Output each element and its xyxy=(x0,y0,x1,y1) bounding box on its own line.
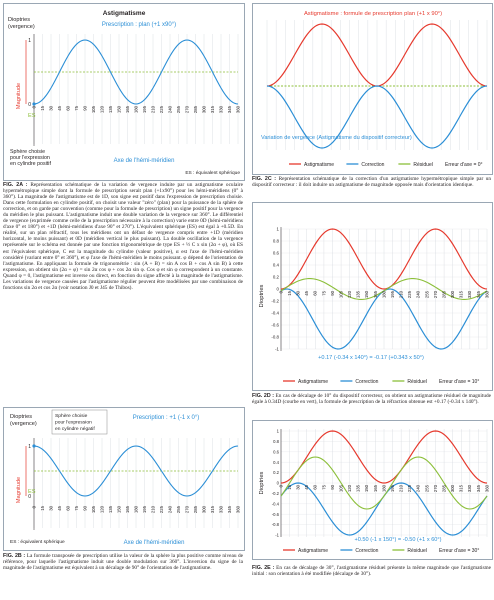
figure-2c-caption xyxy=(252,176,491,188)
figure-2e-y-tick: -0.6 xyxy=(271,511,279,517)
figure-2b-caption-label: FIG. 2B : xyxy=(3,553,26,559)
figure-2b-x-tick: 300 xyxy=(201,506,207,514)
figure-2e-x-tick: 270 xyxy=(432,485,438,493)
figure-2b-prescription: Prescription : +1 (-1 x 0°) xyxy=(132,415,200,421)
figure-2a-footnote: ES : équivalent sphérique xyxy=(185,171,240,176)
figure-2b-x-tick: 285 xyxy=(192,506,198,514)
figure-2d-x-tick: 0 xyxy=(278,291,284,294)
figure-2d-x-tick: 315 xyxy=(458,291,464,299)
figure-2e-legend-label: Erreur d'axe = 30° xyxy=(439,548,480,554)
figure-2a-x-tick: 240 xyxy=(167,106,173,114)
figure-2e-x-tick: 180 xyxy=(381,485,387,493)
figure-2c-chart xyxy=(252,3,493,175)
figure-2d-x-tick: 255 xyxy=(424,291,430,299)
figure-2a-y-tick: 0 xyxy=(28,102,31,108)
figure-2e-x-tick: 210 xyxy=(398,485,404,493)
figure-2a-prescription: Prescription : plan (+1 x90°) xyxy=(101,22,177,28)
figure-2e-x-tick: 45 xyxy=(304,485,310,490)
figure-2b-x-tick: 210 xyxy=(150,506,156,514)
figure-2e-legend-label: Correction xyxy=(355,548,379,554)
figure-2d-chart xyxy=(252,202,493,391)
figure-2a-x-tick: 225 xyxy=(158,106,164,114)
figure-2b-x-tick: 240 xyxy=(167,506,173,514)
figure-2d-x-tick: 105 xyxy=(338,291,344,299)
figure-2d-legend-label: Résiduel xyxy=(407,379,427,385)
figure-2b-x-tick: 75 xyxy=(73,506,79,511)
figure-2d-svg xyxy=(253,203,492,390)
figure-2a-x-tick: 330 xyxy=(218,106,224,114)
figure-2d-x-tick: 15 xyxy=(286,291,292,296)
figure-2d-legend-label: Astigmatisme xyxy=(298,379,329,385)
figure-2b-y-title-2: (vergence) xyxy=(10,421,37,427)
figure-2e-y-tick: 0.8 xyxy=(273,439,279,444)
figure-2a-caption-label: FIG. 2A : xyxy=(3,182,28,188)
figure-2c-legend xyxy=(289,162,483,168)
figure-2d-x-tick: 360 xyxy=(484,291,490,299)
figure-2d-x-tick: 30 xyxy=(295,291,301,296)
figure-2a-x-tick: 15 xyxy=(39,106,45,111)
figure-2a-x-tick: 210 xyxy=(150,106,156,114)
figure-2a-x-tick: 255 xyxy=(175,106,181,114)
figure-2d-x-tick: 165 xyxy=(372,291,378,299)
figure-2d-y-tick: 1 xyxy=(276,226,279,232)
figure-2e-legend xyxy=(283,548,479,554)
figure-2e-x-tick: 165 xyxy=(372,485,378,493)
figure-2b-x-title: Axe de l'hémi-méridien xyxy=(123,540,185,546)
figure-2a-x-tick: 60 xyxy=(65,106,71,111)
figure-2a-x-tick: 315 xyxy=(209,106,215,114)
figure-2d-x-tick: 180 xyxy=(381,291,387,299)
figure-2e-y-tick: 0 xyxy=(276,480,279,486)
figure-2d-y-tick: -1 xyxy=(275,346,279,352)
figure-2b-y-title-1: Dioptries xyxy=(10,414,33,420)
figure-2e-y-tick: 1 xyxy=(276,428,279,434)
figure-2d-x-tick: 60 xyxy=(312,291,318,296)
figure-2c-legend-label: Astigmatisme xyxy=(304,162,335,168)
figure-2c-caption-label: FIG. 2C : xyxy=(252,176,277,182)
figure-2a-caption-text: Représentation schématique de la variation de vergence induite par un astigmatisme oculaire hypermétropique simple dont la formule de prescription serait plan (+1x90°) pour les hémi-méridiens (0° à 360°). La magnitude de l'astigmatisme est de 1D, son signe est positif dans l'expression de prescription choisie. Dans cette formulation en cylindre positif, on choisit une valeur "zéro" (plan) pour la puissance de la sphère de correction, et on garde par convention (comme pour la formule de prescription) un signe positif pour la vergence du méridien le plus puissant. L'astigmatisme induit une double variation de la vergence sur 360°. Le différentiel de vergence (exprimée comme celle de la prescription nécessaire à la correction) varie entre 0D (hémi-méridiens d'axe 0° et 180°) et +1D (hémi-méridiens d'axe 90° et 270°). L'équivalent sphérique (ES) est égal à +0.5D. En réalité, sur un plan réfractif, tous les méridiens ont un défaut de vergence compris entre +1D (méridien horizontal, le moins puissant) et 0D (méridien vertical le plus puissant). La double oscillation de la vergence représentée sur le schéma est donnée par une fonction trigonométrique de type ES + ½ C x sin (2α + φ), où ES est l'équivalent sphérique, C est la magnitude du cylindre (valeur positive), α est l'axe de l'hémi-méridien considéré (variant entre 0° et 360°), et φ l'axe de l'hémi-méridien le moins puissant. φ dépend de l'orientation de l'astigmatisme. En appliquant la formule de trigonométrie : sin (A + B) = sin A cos B + cos A sin B) à cette expression, on obtient sin (2α + φ) = sin 2α cos φ + cos 2α sin φ. Cos φ et sin φ correspondent à un constante. Quand φ = 0, l'astigmatisme est inverse ou direct, en fonction du signe affecté à la magnitude de l'astigmatisme. Les variations de vergence causées par l'astigmatisme régulier peuvent être modélisées par une combinaison de fonctions sin 2α et cos 2α (voir notation J0 et J45 de Thibos). xyxy=(3,182,243,291)
figure-2e-x-tick: 225 xyxy=(407,485,413,493)
figure-2e-x-tick: 330 xyxy=(467,485,473,493)
figure-2b-sphere-note-2: pour l'expression xyxy=(55,420,92,426)
figure-2b-caption-text: La formule transposée de prescription utilise la valeur de la sphère la plus positive comme niveau de référence, pour laquelle l'astigmatisme induit une double modulation sur 360°. L'inversion du signe de la magnitude de l'astigmatisme est équivalent à un décalage de 90° de l'orientation de l'astigmatisme. xyxy=(3,553,244,572)
figure-2d-y-tick: 0 xyxy=(276,286,279,292)
figure-2c-legend-label: Correction xyxy=(361,162,385,168)
figure-2b-plot xyxy=(26,438,240,530)
figure-2a-plot xyxy=(26,34,240,146)
figure-2e-x-tick: 240 xyxy=(415,485,421,493)
figure-2a-sphere-note-1: Sphère choisie xyxy=(10,149,46,155)
figure-2e-x-tick: 195 xyxy=(389,485,395,493)
figure-2a-x-tick: 285 xyxy=(192,106,198,114)
figure-2b-x-tick: 225 xyxy=(158,506,164,514)
figure-2b-x-tick: 135 xyxy=(107,506,113,514)
figure-2e-x-tick: 300 xyxy=(450,485,456,493)
figure-2e-x-tick: 255 xyxy=(424,485,430,493)
figure-2d-y-tick: -0.2 xyxy=(271,298,279,304)
figure-2d-legend xyxy=(283,379,479,385)
figure-2a-x-tick: 270 xyxy=(184,106,190,114)
figure-2a-x-tick: 105 xyxy=(90,106,96,114)
figure-2d-y-tick: 0.2 xyxy=(272,274,279,280)
figure-2b-x-tick: 30 xyxy=(48,506,54,511)
figure-2e-caption-text: En cas de décalage de 30°, l'astigmatisme résiduel présente la même magnitude que l'astigmatisme initial : son orientation à été modifiée (décalage de 30°). xyxy=(252,565,491,578)
figure-2a-title: Astigmatisme xyxy=(102,10,146,17)
figure-2b-x-tick: 90 xyxy=(82,506,88,511)
figure-2e-y-tick: 0.4 xyxy=(273,459,279,465)
figure-2b-chart xyxy=(3,407,245,551)
figure-2e-y-title: Dioptries xyxy=(259,471,265,495)
figure-2d-caption-label: FIG. 2D : xyxy=(252,393,275,399)
figure-2a-sphere-note-3: en cylindre positif xyxy=(10,161,51,167)
figure-2b-x-tick: 150 xyxy=(116,506,122,514)
figure-2e-x-tick: 315 xyxy=(458,485,464,493)
figure-2d-y-tick: -0.4 xyxy=(271,310,279,316)
figure-2d-legend-label: Erreur d'axe = 10° xyxy=(439,379,480,385)
figure-2b-x-tick: 315 xyxy=(209,506,215,514)
figure-2a-caption xyxy=(3,182,243,291)
figure-2b-x-tick: 0 xyxy=(31,506,37,509)
figure-2b-x-tick: 255 xyxy=(175,506,181,514)
figure-2b-x-tick: 60 xyxy=(65,506,71,511)
figure-2d-y-tick: 0.6 xyxy=(272,250,279,256)
figure-2e-legend-label: Astigmatisme xyxy=(298,548,329,554)
figure-2e-caption-label: FIG. 2E : xyxy=(252,565,275,571)
figure-2d-x-tick: 75 xyxy=(321,291,327,296)
figure-2e-x-tick: 75 xyxy=(321,485,327,490)
figure-2c-svg xyxy=(253,4,492,174)
figure-2a-x-tick: 300 xyxy=(201,106,207,114)
figure-2b-x-tick: 105 xyxy=(90,506,96,514)
figure-2e-x-tick: 15 xyxy=(286,485,292,490)
figure-2b-x-tick: 120 xyxy=(99,506,105,514)
figure-2c-legend-label: Erreur d'axe = 0° xyxy=(445,162,483,168)
figure-2a-x-tick: 0 xyxy=(31,106,37,109)
figure-2b-x-tick: 330 xyxy=(218,506,224,514)
figure-2d-x-tick: 240 xyxy=(415,291,421,299)
figure-2d-legend-label: Correction xyxy=(355,379,379,385)
figure-2b-x-tick: 195 xyxy=(141,506,147,514)
figure-2a-x-tick: 30 xyxy=(48,106,54,111)
figure-2e-y-tick: -0.2 xyxy=(271,491,279,496)
figure-2a-x-tick: 180 xyxy=(133,106,139,114)
figure-2a-chart xyxy=(3,3,245,181)
figure-2a-x-tick: 150 xyxy=(116,106,122,114)
figure-2e-x-tick: 120 xyxy=(347,485,353,493)
figure-2d-x-tick: 210 xyxy=(398,291,404,299)
figure-2e-x-tick: 30 xyxy=(295,485,301,490)
figure-2b-sphere-note-1: Sphère choisie xyxy=(55,414,88,419)
figure-2c-legend-label: Résiduel xyxy=(413,162,433,168)
figure-2c-plot xyxy=(267,20,487,150)
figure-2a-x-title: Axe de l'hémi-méridien xyxy=(113,158,175,164)
figure-2e-y-tick: 0.2 xyxy=(273,470,279,476)
figure-2d-x-tick: 150 xyxy=(364,291,370,299)
figure-2d-x-tick: 135 xyxy=(355,291,361,299)
figure-2b-x-tick: 180 xyxy=(133,506,139,514)
figure-2b-y-tick: 1 xyxy=(28,444,31,450)
figure-2b-y-tick: 0 xyxy=(28,494,31,500)
figure-2e-formula: +0.50 (-1 x 150°) = -0.50 (+1 x 60°) xyxy=(354,537,442,543)
figure-2d-x-tick: 45 xyxy=(304,291,310,296)
figure-2e-x-tick: 90 xyxy=(329,485,335,490)
figure-2e-x-tick: 150 xyxy=(364,485,370,493)
figure-2d-y-tick: -0.8 xyxy=(271,334,279,340)
figure-2b-footnote: ES : équivalent sphérique xyxy=(10,540,65,545)
figure-2a-y-title-1: Dioptries xyxy=(8,17,31,23)
figure-2c-bottom-label: Variation de vergence (Astigmatisme du dispositif correcteur) xyxy=(261,135,412,141)
figure-2e-y-tick: 0.6 xyxy=(273,449,279,455)
figure-2d-formula: +0.17 (-0.34 x 140°) = -0.17 (+0.343 x 50°) xyxy=(318,355,424,361)
figure-2e-x-tick: 105 xyxy=(338,485,344,493)
figure-2a-x-tick: 45 xyxy=(56,106,62,111)
figure-2a-es-label: ES xyxy=(28,113,36,119)
figure-2d-x-tick: 120 xyxy=(347,291,353,299)
figure-2a-sphere-note-2: pour l'expression xyxy=(10,155,50,161)
figure-2e-x-tick: 285 xyxy=(441,485,447,493)
figure-2e-legend-label: Résiduel xyxy=(407,548,427,554)
figure-2c-top-label: Astigmatisme : formule de prescription plan (+1 x 90°) xyxy=(303,11,443,17)
figure-2d-caption-text: En cas de décalage de 10° du dispositif correcteur, on obtient un astigmatisme résiduel de magnitude égale à 0.34D (courbe en vert), la formule de prescription de la réfraction obtenue est +0.17 (-0.34 x 140°). xyxy=(252,393,491,406)
figure-2a-x-tick: 120 xyxy=(99,106,105,114)
figure-2b-x-tick: 360 xyxy=(235,506,241,514)
figure-2d-x-tick: 300 xyxy=(450,291,456,299)
figure-2e-y-tick: -1 xyxy=(275,532,279,538)
figure-2d-y-tick: 0.8 xyxy=(272,238,279,244)
figure-2d-x-tick: 345 xyxy=(475,291,481,299)
figure-2e-y-tick: -0.4 xyxy=(271,501,279,507)
figure-2b-sphere-note-3: en cylindre négatif xyxy=(55,427,95,432)
figure-2b-x-tick: 270 xyxy=(184,506,190,514)
figure-2d-x-tick: 270 xyxy=(432,291,438,299)
figure-2b-magnitude-label: Magnitude xyxy=(16,476,22,504)
figure-2d-y-tick: -0.6 xyxy=(271,322,279,328)
figure-2b-sphere-point xyxy=(32,444,35,447)
figure-2a-x-tick: 165 xyxy=(124,106,130,114)
figure-2d-y-title: Dioptries xyxy=(259,284,265,308)
figure-2e-x-tick: 60 xyxy=(312,485,318,490)
figure-2d-y-tick: 0.4 xyxy=(272,262,279,268)
figure-2d-x-tick: 90 xyxy=(329,291,335,296)
figure-2e-chart xyxy=(252,420,493,560)
figure-2a-svg xyxy=(4,4,244,180)
figure-2a-y-title-2: (vergence) xyxy=(8,24,35,30)
figure-2d-x-tick: 330 xyxy=(467,291,473,299)
figure-2e-y-tick: -0.8 xyxy=(271,522,279,528)
figure-2e-x-tick: 135 xyxy=(355,485,361,493)
figure-2a-x-tick: 90 xyxy=(82,106,88,111)
figure-2a-magnitude-label: Magnitude xyxy=(16,82,22,110)
figure-2a-x-tick: 75 xyxy=(73,106,79,111)
figure-2a-x-tick: 195 xyxy=(141,106,147,114)
figure-2a-x-tick: 360 xyxy=(235,106,241,114)
figure-2d-caption xyxy=(252,393,491,405)
figure-2b-x-tick: 165 xyxy=(124,506,130,514)
figure-2d-x-tick: 195 xyxy=(389,291,395,299)
figure-2e-x-tick: 360 xyxy=(484,485,490,493)
figure-2b-x-tick: 45 xyxy=(56,506,62,511)
figure-2b-x-tick: 345 xyxy=(226,506,232,514)
figure-2e-x-tick: 345 xyxy=(475,485,481,493)
figure-2d-x-tick: 225 xyxy=(407,291,413,299)
figure-2d-plot xyxy=(271,227,489,352)
figure-2e-svg xyxy=(253,421,492,559)
figure-2c-caption-text: Représentation schématique de la correction d'un astigmatisme hypermétropique simple par un dispositif correcteur : il doit induire un astigmatisme de magnitude opposée mais d'orientation identique. xyxy=(252,176,492,189)
figure-2b-svg xyxy=(4,408,244,550)
figure-2e-x-tick: 0 xyxy=(278,485,284,488)
figure-2e-plot xyxy=(272,429,490,538)
figure-2a-x-tick: 135 xyxy=(107,106,113,114)
figure-2e-caption xyxy=(252,565,491,577)
figure-2a-y-tick: 1 xyxy=(28,38,31,44)
figure-2a-sphere-point xyxy=(32,102,35,105)
figure-2d-x-tick: 285 xyxy=(441,291,447,299)
figure-2b-x-tick: 15 xyxy=(39,506,45,511)
figure-2b-es-label: ES xyxy=(28,489,36,495)
figure-2a-x-tick: 345 xyxy=(226,106,232,114)
figure-2b-caption xyxy=(3,553,243,571)
